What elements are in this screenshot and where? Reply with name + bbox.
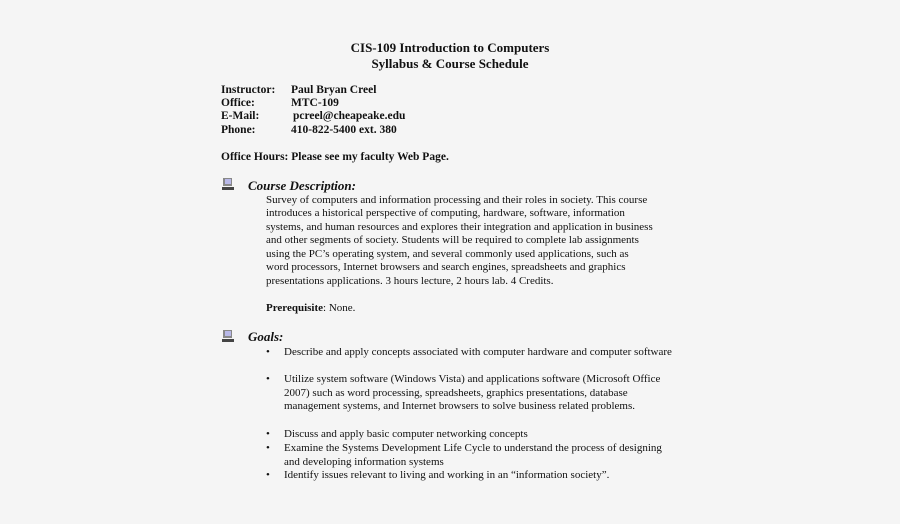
description-line: systems, and human resources and explores their integration and application in business	[266, 221, 653, 233]
office-label: Office:	[221, 97, 255, 109]
goal-item: Identify issues relevant to living and working in an “information society”.	[284, 469, 610, 481]
instructor-value: Paul Bryan Creel	[291, 84, 377, 96]
phone-label: Phone:	[221, 124, 256, 136]
computer-icon	[222, 330, 234, 344]
prerequisite-value: : None.	[323, 302, 356, 314]
bullet-icon: •	[266, 373, 270, 385]
description-line: using the PC’s operating system, and several commonly used applications, such as	[266, 248, 629, 260]
bullet-icon: •	[266, 346, 270, 358]
document-subtitle: Syllabus & Course Schedule	[371, 56, 529, 71]
bullet-icon: •	[266, 442, 270, 454]
email-value: pcreel@cheapeake.edu	[293, 110, 406, 122]
bullet-icon: •	[266, 469, 270, 481]
document-title: CIS-109 Introduction to Computers	[350, 40, 550, 55]
goals-heading: Goals:	[248, 329, 284, 344]
course-description-heading: Course Description:	[248, 178, 356, 193]
description-line: presentations applications. 3 hours lecture, 2 hours lab. 4 Credits.	[266, 275, 554, 287]
description-line: Survey of computers and information processing and their roles in society. This course	[266, 194, 648, 206]
description-line: and other segments of society. Students will be required to complete lab assignments	[266, 234, 639, 246]
goal-item: Discuss and apply basic computer networking concepts	[284, 428, 528, 440]
computer-icon	[222, 178, 234, 192]
prerequisite	[266, 302, 355, 315]
description-line: word processors, Internet browsers and search engines, spreadsheets and graphics	[266, 261, 626, 273]
instructor-label: Instructor:	[221, 84, 276, 96]
prerequisite-label: Prerequisite	[266, 302, 324, 314]
office-hours: Office Hours: Please see my faculty Web Page.	[221, 151, 449, 163]
office-value: MTC-109	[291, 97, 339, 109]
phone-value: 410-822-5400 ext. 380	[291, 124, 397, 136]
goal-item: Utilize system software (Windows Vista) and applications software (Microsoft Office 2007) such as word processing, spreadsheets, graphics presentations, database management systems, and Internet browsers to solve business related problems.	[284, 373, 661, 413]
bullet-icon: •	[266, 428, 270, 440]
goal-item: Examine the Systems Development Life Cycle to understand the process of designing and developing information systems	[284, 442, 662, 468]
description-line: introduces a historical perspective of computing, hardware, software, information	[266, 207, 625, 219]
goal-item: Describe and apply concepts associated with computer hardware and computer software	[284, 346, 672, 358]
email-label: E-Mail:	[221, 110, 260, 122]
